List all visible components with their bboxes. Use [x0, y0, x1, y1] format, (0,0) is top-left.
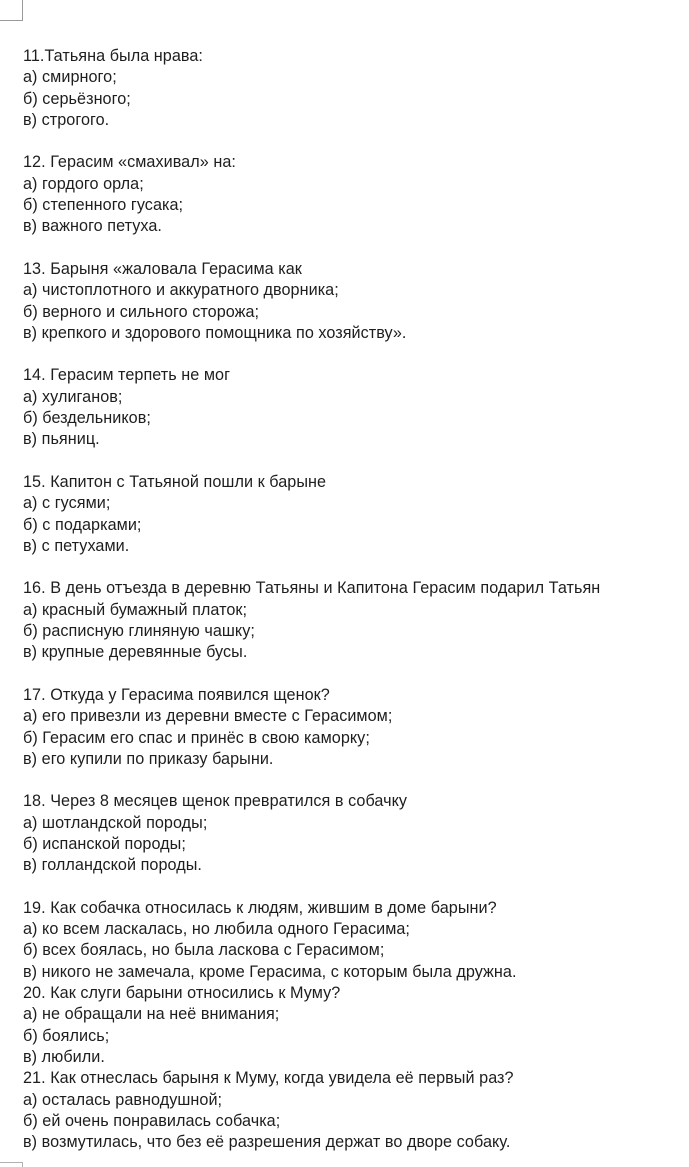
- option-c: в) крупные деревянные бусы.: [23, 643, 248, 662]
- page-corner-mark-bottom: [0, 1162, 23, 1167]
- question-19: [23, 898, 689, 983]
- option-b: б) серьёзного;: [23, 89, 131, 108]
- option-a: а) чистоплотного и аккуратного дворника;: [23, 281, 339, 300]
- question-text: 18. Через 8 месяцев щенок превратился в собачку: [23, 792, 408, 811]
- option-b: б) ей очень понравилась собачка;: [23, 1111, 281, 1130]
- option-c: в) пьяниц.: [23, 430, 100, 449]
- option-a: а) смирного;: [23, 68, 117, 87]
- question-11: [23, 46, 689, 131]
- option-c: в) крепкого и здорового помощника по хозяйству».: [23, 323, 407, 342]
- option-a: а) гордого орла;: [23, 174, 144, 193]
- question-text: 14. Герасим терпеть не мог: [23, 366, 231, 385]
- quiz-document: [23, 46, 689, 1153]
- question-20: [23, 983, 689, 1068]
- option-c: в) его купили по приказу барыни.: [23, 749, 274, 768]
- option-a: а) хулиганов;: [23, 387, 123, 406]
- question-text: 19. Как собачка относилась к людям, жившим в доме барыни?: [23, 898, 497, 917]
- question-17: [23, 685, 689, 770]
- question-text: 12. Герасим «смахивал» на:: [23, 153, 236, 172]
- option-b: б) испанской породы;: [23, 834, 186, 853]
- page-corner-mark: [0, 0, 23, 21]
- option-b: б) бездельников;: [23, 409, 151, 428]
- question-18: [23, 791, 689, 876]
- option-b: б) с подарками;: [23, 515, 142, 534]
- question-15: [23, 472, 689, 557]
- option-b: б) степенного гусака;: [23, 196, 184, 215]
- question-16: [23, 578, 689, 663]
- option-c: в) с петухами.: [23, 536, 130, 555]
- question-text: 20. Как слуги барыни относились к Муму?: [23, 984, 341, 1003]
- question-12: [23, 152, 689, 237]
- option-c: в) никого не замечала, кроме Герасима, с которым была дружна.: [23, 962, 517, 981]
- question-14: [23, 365, 689, 450]
- question-text: 15. Капитон с Татьяной пошли к барыне: [23, 472, 327, 491]
- option-b: б) боялись;: [23, 1026, 110, 1045]
- option-c: в) голландской породы.: [23, 856, 202, 875]
- option-a: а) его привезли из деревни вместе с Герасимом;: [23, 707, 393, 726]
- option-a: а) с гусями;: [23, 494, 111, 513]
- question-text: 11.Татьяна была нрава:: [23, 47, 203, 65]
- option-b: б) расписную глиняную чашку;: [23, 622, 255, 641]
- option-a: а) шотландской породы;: [23, 813, 208, 832]
- question-text: 16. В день отъезда в деревню Татьяны и Капитона Герасим подарил Татьян: [23, 579, 601, 598]
- option-b: б) Герасим его спас и принёс в свою каморку;: [23, 728, 370, 747]
- option-c: в) любили.: [23, 1047, 105, 1066]
- option-a: а) осталась равнодушной;: [23, 1090, 223, 1109]
- option-a: а) красный бумажный платок;: [23, 600, 248, 619]
- option-a: а) не обращали на неё внимания;: [23, 1005, 280, 1024]
- option-c: в) возмутилась, что без её разрешения держат во дворе собаку.: [23, 1133, 511, 1152]
- option-c: в) важного петуха.: [23, 217, 162, 236]
- question-text: 17. Откуда у Герасима появился щенок?: [23, 685, 330, 704]
- question-text: 21. Как отнеслась барыня к Муму, когда увидела её первый раз?: [23, 1069, 514, 1088]
- option-a: а) ко всем ласкалась, но любила одного Герасима;: [23, 920, 410, 939]
- option-c: в) строгого.: [23, 110, 110, 129]
- option-b: б) верного и сильного сторожа;: [23, 302, 260, 321]
- question-21: [23, 1068, 689, 1153]
- question-text: 13. Барыня «жаловала Герасима как: [23, 259, 302, 278]
- question-13: [23, 259, 689, 344]
- option-b: б) всех боялась, но была ласкова с Герасимом;: [23, 941, 385, 960]
